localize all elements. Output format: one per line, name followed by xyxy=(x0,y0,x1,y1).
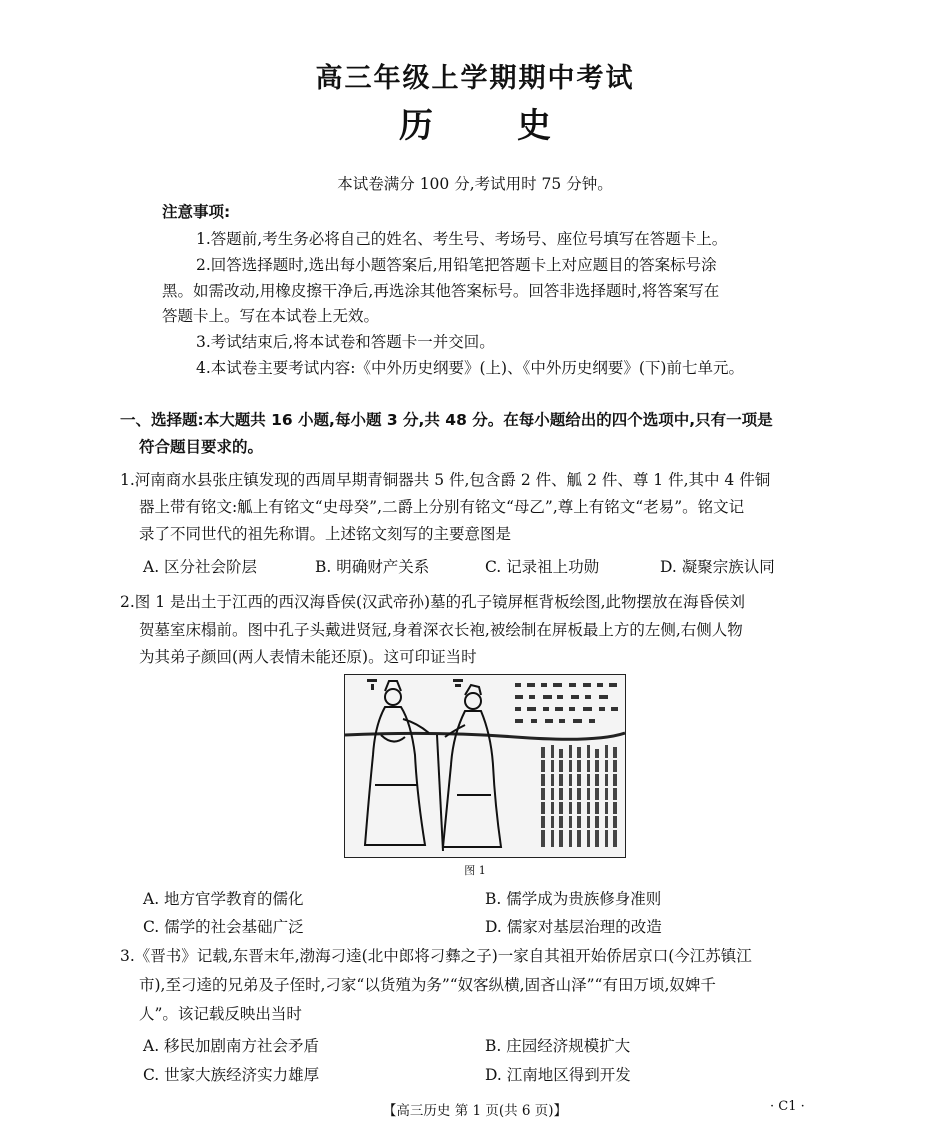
notice-item-2-line-1: 2.回答选择题时,选出每小题答案后,用铅笔把答题卡上对应题目的答案标号涂 xyxy=(196,256,717,274)
q2-option-b: B. 儒学成为贵族修身准则 xyxy=(485,890,662,908)
figure-1-caption: 图 1 xyxy=(464,864,486,877)
q3-option-c: C. 世家大族经济实力雄厚 xyxy=(143,1066,320,1084)
q1-option-c: C. 记录祖上功勋 xyxy=(485,558,600,576)
confucius-mirror-screen-figure xyxy=(344,674,626,858)
q1-stem-line-1: 1.河南商水县张庄镇发现的西周早期青铜器共 5 件,包含爵 2 件、觚 2 件、尊 1 件,其中 4 件铜 xyxy=(120,471,771,489)
exam-title: 高三年级上学期期中考试 xyxy=(315,63,635,94)
notice-item-3: 3.考试结束后,将本试卷和答题卡一并交回。 xyxy=(196,333,495,351)
notice-item-1: 1.答题前,考生务必将自己的姓名、考生号、考场号、座位号填写在答题卡上。 xyxy=(196,230,728,248)
notice-item-4: 4.本试卷主要考试内容:《中外历史纲要》(上)、《中外历史纲要》(下)前七单元。 xyxy=(196,359,744,377)
q2-stem-line-2: 贺墓室床榻前。图中孔子头戴进贤冠,身着深衣长袍,被绘制在屏板最上方的左侧,右侧人物 xyxy=(139,621,743,639)
exam-info: 本试卷满分 100 分,考试用时 75 分钟。 xyxy=(337,175,613,193)
page-footer: 【高三历史 第 1 页(共 6 页)】 xyxy=(382,1103,568,1119)
subject-char-left: 历 xyxy=(399,106,433,146)
q2-stem-line-3: 为其弟子颜回(两人表情未能还原)。这可印证当时 xyxy=(139,648,477,666)
page-code: · C1 · xyxy=(770,1099,805,1114)
section-1-instructions-line-2: 符合题目要求的。 xyxy=(139,438,264,456)
q3-option-a: A. 移民加剧南方社会矛盾 xyxy=(143,1037,320,1055)
q3-stem-line-1: 3.《晋书》记载,东晋末年,渤海刁逵(北中郎将刁彝之子)一家自其祖开始侨居京口(今江苏镇江 xyxy=(120,947,752,965)
q1-option-a: A. 区分社会阶层 xyxy=(143,558,258,576)
q2-stem-line-1: 2.图 1 是出土于江西的西汉海昏侯(汉武帝孙)墓的孔子镜屏框背板绘图,此物摆放在海昏侯刘 xyxy=(120,593,746,611)
q2-option-a: A. 地方官学教育的儒化 xyxy=(143,890,304,908)
notice-item-2-line-3: 答题卡上。写在本试卷上无效。 xyxy=(162,307,380,325)
q2-option-d: D. 儒家对基层治理的改造 xyxy=(485,918,662,936)
q1-option-b: B. 明确财产关系 xyxy=(315,558,430,576)
subject-char-right: 史 xyxy=(517,106,551,146)
q3-stem-line-3: 人”。该记载反映出当时 xyxy=(139,1005,302,1023)
subject-title xyxy=(0,98,950,147)
q3-option-d: D. 江南地区得到开发 xyxy=(485,1066,631,1084)
q1-stem-line-3: 录了不同世代的祖先称谓。上述铭文刻写的主要意图是 xyxy=(139,525,512,543)
q1-option-d: D. 凝聚宗族认同 xyxy=(660,558,775,576)
notice-heading: 注意事项: xyxy=(162,203,231,221)
q2-option-c: C. 儒学的社会基础广泛 xyxy=(143,918,304,936)
q3-option-b: B. 庄园经济规模扩大 xyxy=(485,1037,631,1055)
q1-stem-line-2: 器上带有铭文:觚上有铭文“史母癸”,二爵上分别有铭文“母乙”,尊上有铭文“老易”。铭文记 xyxy=(139,498,745,516)
q3-stem-line-2: 市),至刁逵的兄弟及子侄时,刁家“以货殖为务”“奴客纵横,固吝山泽”“有田万顷,奴婢千 xyxy=(139,976,716,994)
notice-item-2-line-2: 黑。如需改动,用橡皮擦干净后,再选涂其他答案标号。回答非选择题时,将答案写在 xyxy=(162,282,720,300)
section-1-instructions-line-1: 一、选择题:本大题共 16 小题,每小题 3 分,共 48 分。在每小题给出的四个选项中,只有一项是 xyxy=(120,411,773,429)
